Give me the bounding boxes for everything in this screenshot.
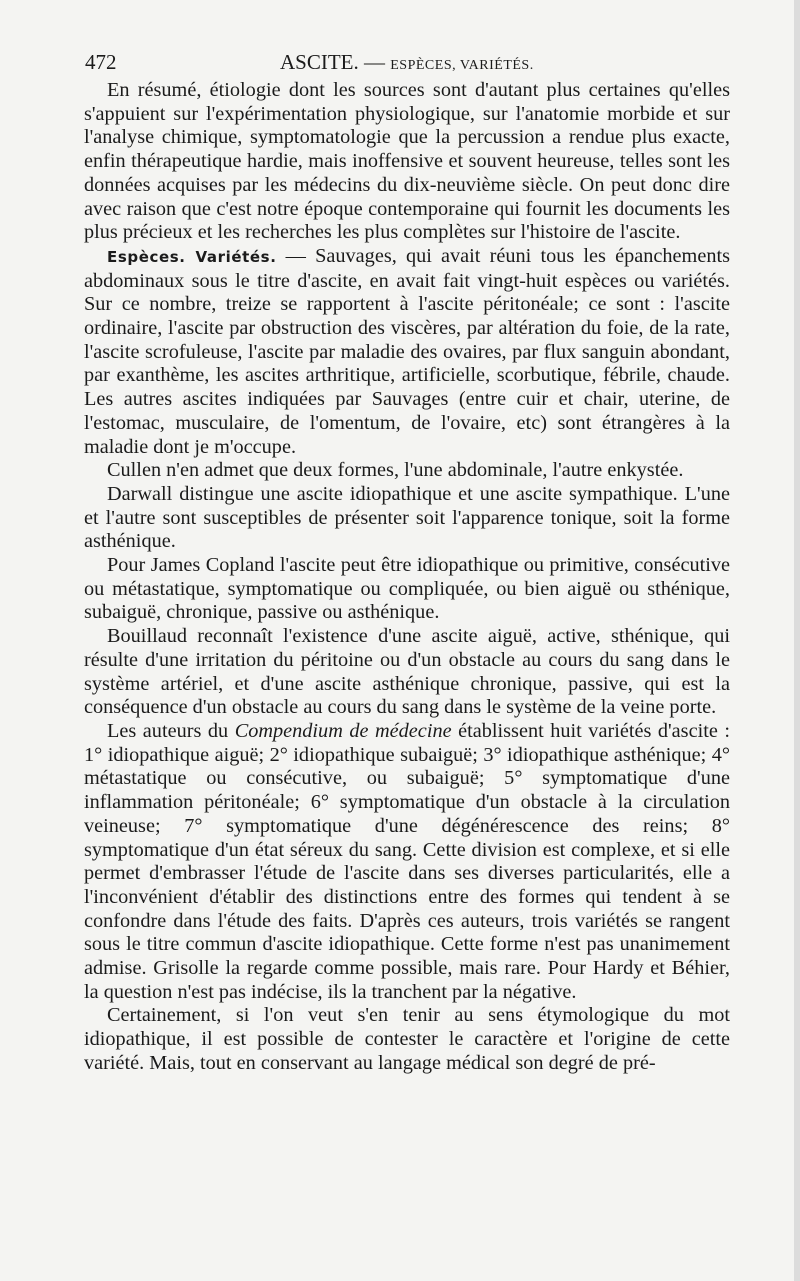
paragraph-summary: En résumé, étiologie dont les sources sont d'autant plus certaines qu'elles s'appuient sur l'expérimentation physiologique, sur l'anatomie morbide et sur l'analyse chimique, symptomatologie que la percussion a rendue plus exacte, enfin thérapeutique hardie, mais inoffensive et souvent heureuse, telles sont les données acquises par les médecins du dix-neuvième siècle. On peut donc dire avec raison que c'est notre époque contemporaine qui fournit les documents les plus précieux et les recherches les plus complètes sur l'histoire de l'ascite. xyxy=(84,79,730,244)
running-title-main: ASCITE. xyxy=(280,50,359,74)
page-number: 472 xyxy=(85,50,117,74)
paragraph-compendium-text: établissent huit variétés d'ascite : 1° idiopathique aiguë; 2° idiopathique subaiguë; 3° idiopathique asthénique; 4° métastatique ou consécutive, ou subaiguë; 5° symptomatique d'une inflammation péritonéale; 6° symptomatique d'un obstacle à la circulation veineuse; 7° symptomatique d'une dégénérescence des reins; 8° symptomatique d'un état séreux du sang. Cette division est complexe, et si elle permet d'embrasser l'étude de l'ascite dans ses diverses particularités, elle a l'inconvénient d'établir des distinctions entre des formes qui tendent à se confondre dans l'étude des faits. D'après ces auteurs, trois variétés se rangent sous le titre commun d'ascite idiopathique. Cette forme n'est pas unanimement admise. Grisolle la regarde comme possible, mais rare. Pour Hardy et Béhier, la question n'est pas indécise, ils la tranchent par la négative. xyxy=(84,719,730,1003)
paragraph-cullen: Cullen n'en admet que deux formes, l'une abdominale, l'autre enkystée. xyxy=(107,459,684,482)
running-title-section: ESPÈCES, VARIÉTÉS. xyxy=(390,58,534,73)
running-title xyxy=(280,50,534,75)
paragraph-darwall: Darwall distingue une ascite idiopathique et une ascite sympathique. L'une et l'autre sont susceptibles de présenter soit l'apparence tonique, soit la forme asthénique. xyxy=(84,482,730,553)
compendium-title: Compendium de médecine xyxy=(234,719,452,742)
body-text xyxy=(84,79,730,1076)
paragraph-bouillaud: Bouillaud reconnaît l'existence d'une ascite aiguë, active, sthénique, qui résulte d'une irritation du péritoine ou d'un obstacle au cours du sang dans le système artériel, et d'une ascite asthénique chronique, passive, qui est la conséquence d'un obstacle au cours du sang dans le système de la veine porte. xyxy=(84,625,730,719)
section-heading: Espèces. Variétés. xyxy=(107,247,277,266)
paragraph-species xyxy=(84,245,730,459)
paragraph-certainement: Certainement, si l'on veut s'en tenir au sens étymologique du mot idiopathique, il est possible de contester le caractère et l'origine de cette variété. Mais, tout en conservant au langage médical son degré de pré- xyxy=(84,1004,730,1074)
running-title-dash: — xyxy=(364,50,385,74)
paragraph-copland: Pour James Copland l'ascite peut être idiopathique ou primitive, consécutive ou métastatique, symptomatique ou compliquée, ou bien aiguë ou sthénique, subaiguë, chronique, passive ou asthénique. xyxy=(84,554,730,624)
paragraph-species-text: — Sauvages, qui avait réuni tous les épanchements abdominaux sous le titre d'ascite, en avait fait vingt-huit espèces ou variétés. Sur ce nombre, treize se rapportent à l'ascite péritonéale; ce sont : l'ascite ordinaire, l'ascite par obstruction des viscères, par altération du foie, de la rate, l'ascite scrofuleuse, l'ascite par maladie des ovaires, par flux sanguin abondant, par exanthème, les ascites arthritique, artificielle, scorbutique, fébrile, chaude. Les autres ascites indiquées par Sauvages (entre cuir et chair, uterine, de l'estomac, musculaire, de l'omentum, de l'ovaire, etc) sont étrangères à la maladie dont je m'occupe. xyxy=(84,244,730,458)
paragraph-compendium xyxy=(84,720,730,1004)
paragraph-compendium-intro: Les auteurs du xyxy=(107,719,235,742)
running-header xyxy=(82,50,730,78)
